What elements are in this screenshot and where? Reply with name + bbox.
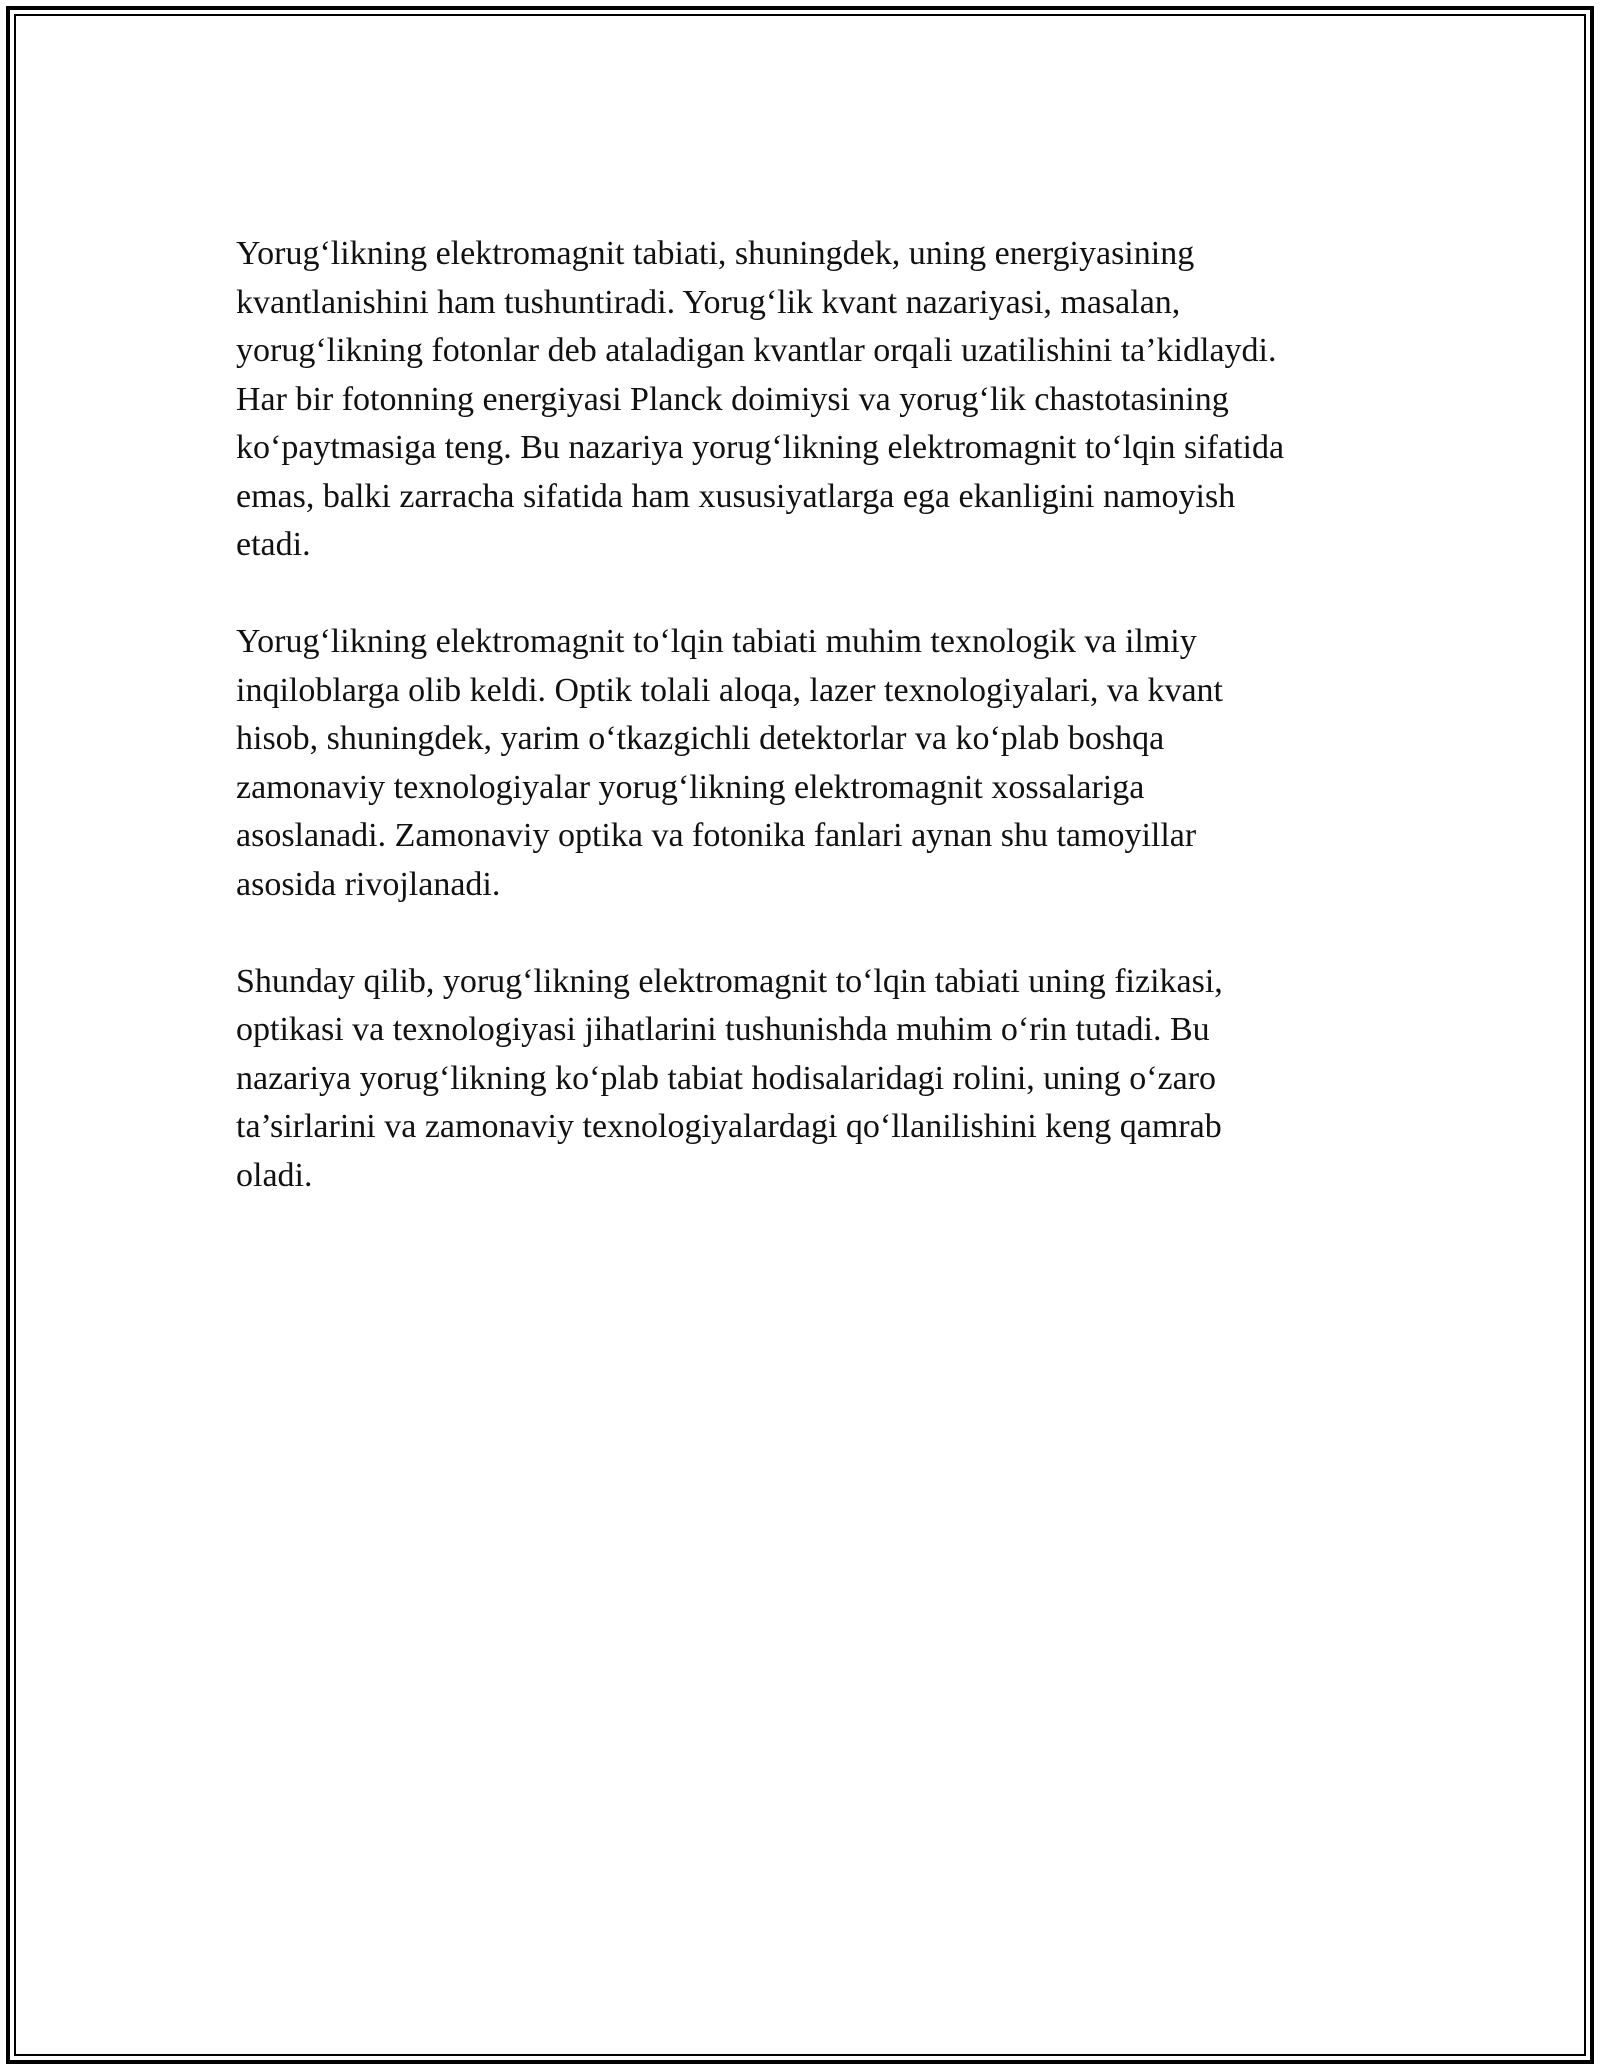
text-line: Shunday qilib, yorug‘likning elektromagnit to‘lqin tabiati uning fizikasi, [236, 962, 1223, 1000]
document-body [236, 230, 1386, 1249]
paragraph-1 [236, 230, 1386, 570]
paragraph-3 [236, 958, 1386, 1201]
text-line: Yorug‘likning elektromagnit tabiati, shuningdek, uning energiyasining [236, 235, 1195, 272]
text-line: ko‘paytmasiga teng. Bu nazariya yorug‘likning elektromagnit to‘lqin sifatida [236, 429, 1285, 466]
text-line: asosida rivojlanadi. [236, 865, 501, 903]
text-line: optikasi va texnologiyasi jihatlarini tushunishda muhim o‘rin tutadi. Bu [236, 1011, 1210, 1048]
text-line: Har bir fotonning energiyasi Planck doimiysi va yorug‘lik chastotasining [236, 380, 1229, 418]
text-line: zamonaviy texnologiyalar yorug‘likning elektromagnit xossalariga [236, 768, 1145, 806]
text-line: yorug‘likning fotonlar deb ataladigan kvantlar orqali uzatilishini ta’kidlaydi. [236, 332, 1277, 369]
text-line: kvantlanishini ham tushuntiradi. Yorug‘lik kvant nazariyasi, masalan, [236, 283, 1181, 321]
text-line: etadi. [236, 526, 311, 563]
text-line: oladi. [236, 1156, 313, 1194]
text-line: Yorug‘likning elektromagnit to‘lqin tabiati muhim texnologik va ilmiy [236, 623, 1197, 660]
text-line: ta’sirlarini va zamonaviy texnologiyalardagi qo‘llanilishini keng qamrab [236, 1108, 1222, 1145]
text-line: nazariya yorug‘likning ko‘plab tabiat hodisalaridagi rolini, uning o‘zaro [236, 1059, 1217, 1097]
text-line: emas, balki zarracha sifatida ham xususiyatlarga ega ekanligini namoyish [236, 477, 1236, 515]
text-line: asoslanadi. Zamonaviy optika va fotonika fanlari aynan shu tamoyillar [236, 817, 1197, 854]
text-line: inqiloblarga olib keldi. Optik tolali aloqa, lazer texnologiyalari, va kvant [236, 671, 1223, 709]
paragraph-2 [236, 618, 1386, 909]
text-line: hisob, shuningdek, yarim o‘tkazgichli detektorlar va ko‘plab boshqa [236, 720, 1165, 757]
